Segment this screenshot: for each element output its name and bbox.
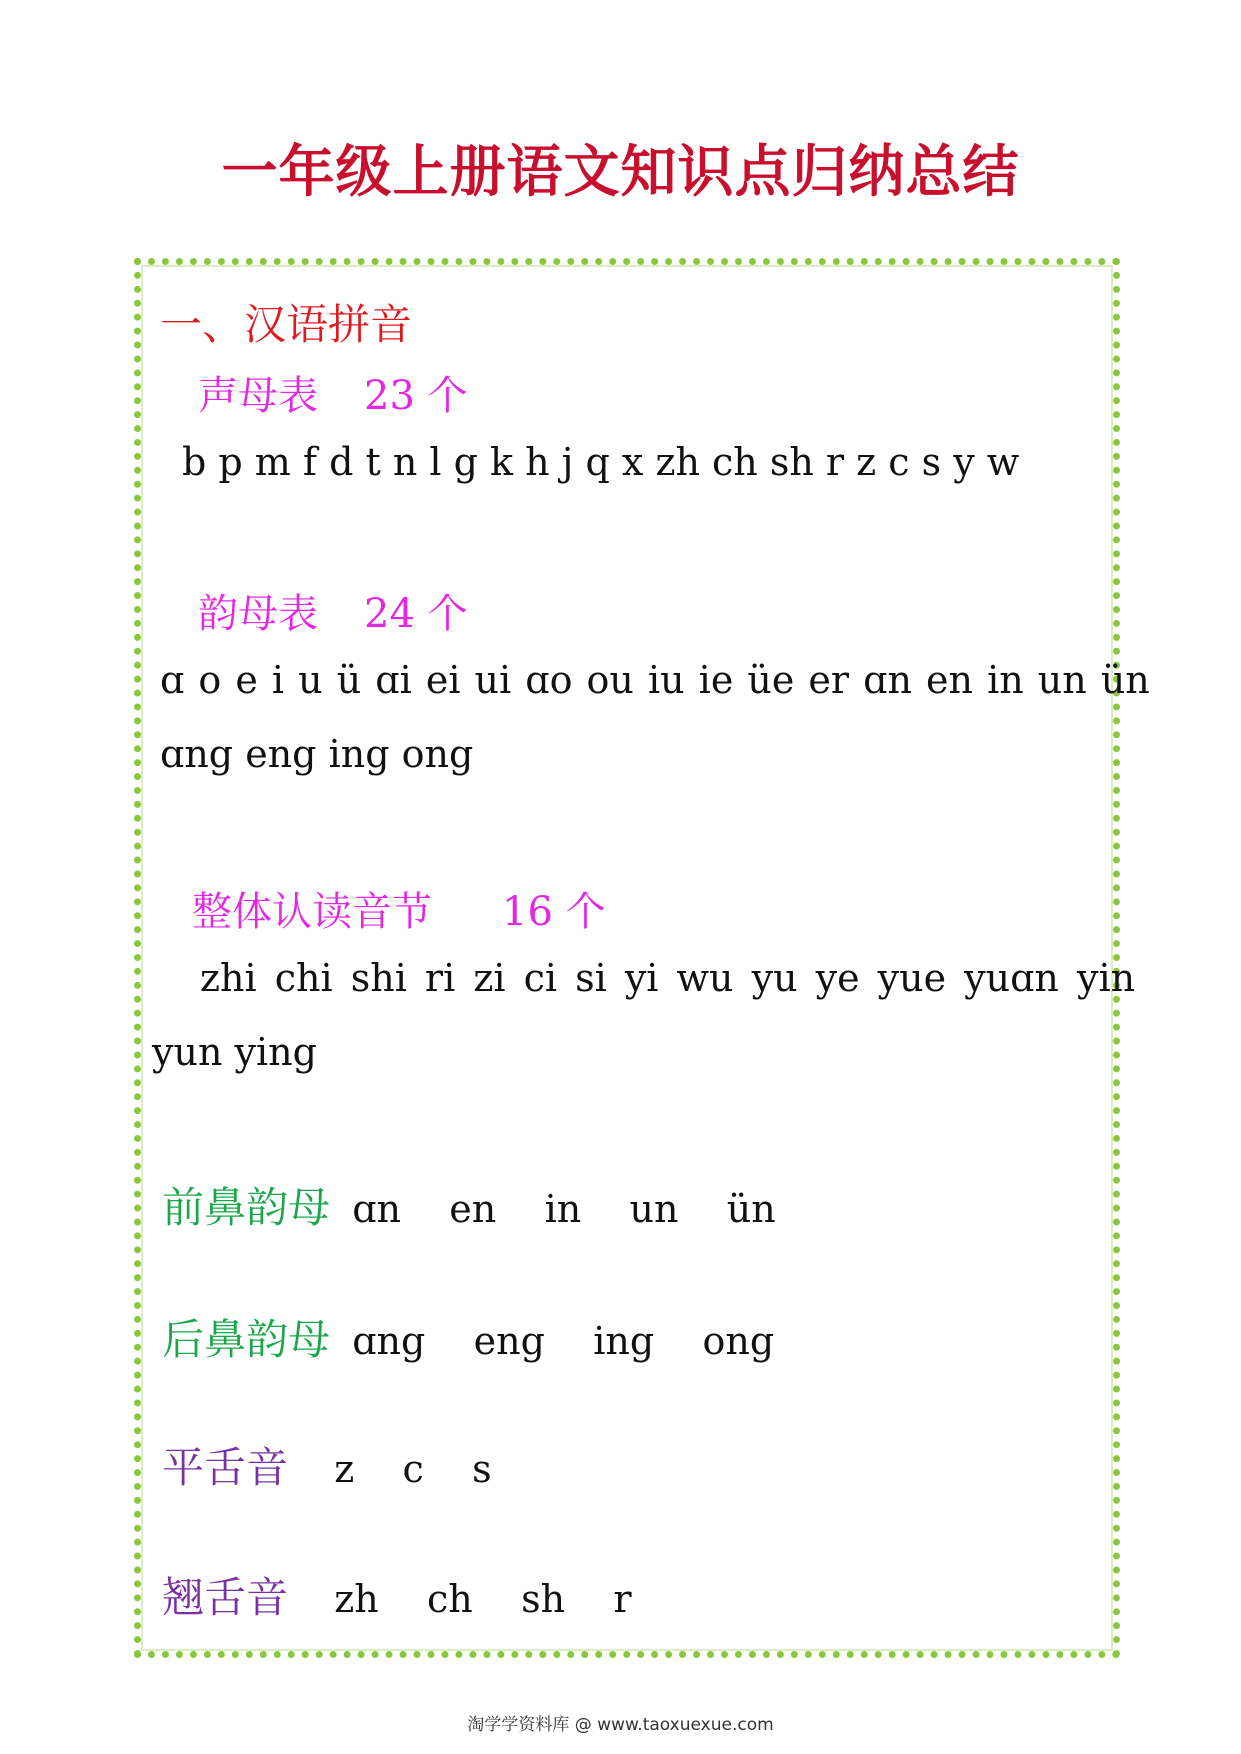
- front-nasal-label: 前鼻韵母: [162, 1183, 331, 1232]
- retroflex-value: zh ch sh r: [334, 1577, 632, 1621]
- flat-tongue-row: [152, 1416, 492, 1495]
- front-nasal-value: ɑn en in un ün: [352, 1187, 776, 1231]
- footer-watermark: 淘学学资料库 @ www.taoxuexue.com: [467, 1715, 774, 1735]
- whole-syllables-line1: zhi chi shi ri zi ci si yi wu yu ye yue yuɑn yin: [200, 956, 1136, 1000]
- back-nasal-value: ɑng eng ing ong: [352, 1319, 775, 1363]
- whole-syllables-count: 16 个: [502, 889, 606, 935]
- retroflex-label: 翘舌音: [162, 1573, 289, 1622]
- section-heading: 一、汉语拼音: [160, 300, 413, 349]
- initials-list: b p m f d t n l g k h j q x zh ch sh r z c s y w: [182, 440, 1020, 484]
- finals-list-line2: ɑng eng ing ong: [160, 732, 474, 776]
- back-nasal-label: 后鼻韵母: [162, 1315, 331, 1364]
- front-nasal-row: [152, 1156, 776, 1235]
- flat-tongue-label: 平舌音: [162, 1443, 289, 1492]
- whole-syllables-heading: [192, 880, 606, 937]
- initials-count: 23 个: [364, 373, 468, 419]
- flat-tongue-value: z c s: [334, 1447, 492, 1491]
- finals-label: 韵母表: [198, 591, 318, 637]
- back-nasal-row: [152, 1288, 774, 1367]
- whole-syllables-label: 整体认读音节: [192, 889, 432, 935]
- initials-heading: [198, 364, 468, 421]
- page-title: 一年级上册语文知识点归纳总结: [221, 140, 1020, 205]
- whole-syllables-line2: yun ying: [152, 1030, 317, 1074]
- finals-count: 24 个: [364, 591, 468, 637]
- finals-heading: [198, 582, 468, 639]
- retroflex-row: [152, 1546, 632, 1625]
- finals-list-line1: ɑ o e i u ü ɑi ei ui ɑo ou iu ie üe er ɑn en in un ün: [160, 658, 1150, 702]
- initials-label: 声母表: [198, 373, 318, 419]
